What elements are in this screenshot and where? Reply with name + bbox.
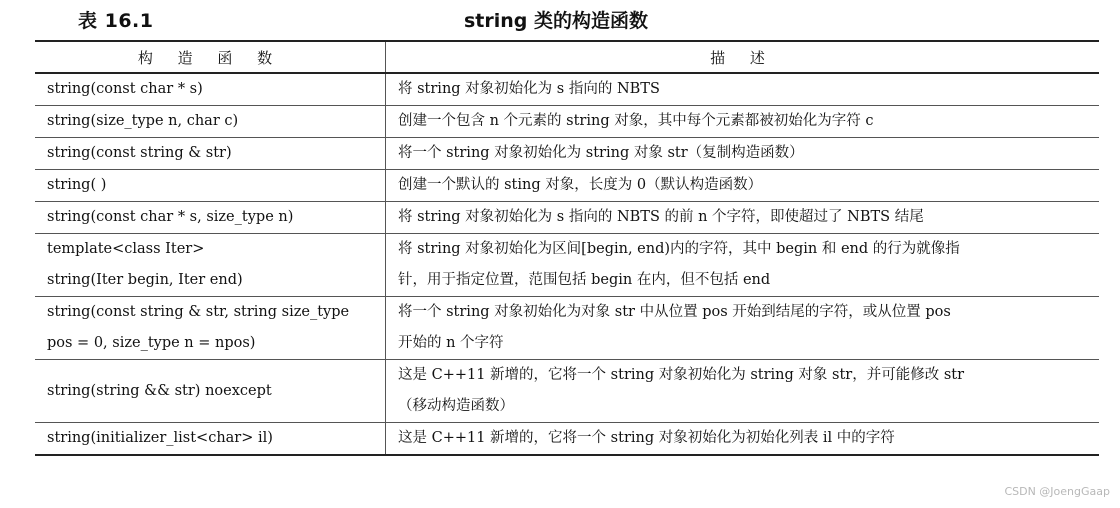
table-row: [35, 297, 1099, 360]
table-row: [35, 360, 1099, 423]
cell-line: pos = 0, size_type n = npos): [47, 335, 256, 351]
header-constructor: 构 造 函 数: [35, 41, 386, 73]
constructor-cell: [35, 423, 386, 456]
constructor-cell: [35, 170, 386, 202]
description-cell: [386, 202, 1100, 234]
cell-line: string(Iter begin, Iter end): [47, 272, 243, 288]
description-cell: [386, 106, 1100, 138]
description-cell: [386, 170, 1100, 202]
constructor-cell: [35, 234, 386, 297]
cell-line: string(size_type n, char c): [47, 113, 239, 129]
table-row: [35, 423, 1099, 456]
table-header-row: [35, 41, 1099, 73]
cell-line: 创建一个默认的 sting 对象，长度为 0（默认构造函数）: [398, 177, 763, 193]
cell-line: string( ): [47, 177, 107, 193]
cell-line: 将 string 对象初始化为 s 指向的 NBTS: [398, 81, 660, 97]
table-number: 表 16.1: [78, 10, 154, 32]
cell-line: string(const string & str, string size_type: [47, 304, 350, 320]
constructor-cell: [35, 106, 386, 138]
constructor-cell: [35, 202, 386, 234]
cell-line: string(const string & str): [47, 145, 232, 161]
table-row: [35, 106, 1099, 138]
cell-line: 针，用于指定位置，范围包括 begin 在内，但不包括 end: [398, 272, 771, 288]
description-cell: [386, 297, 1100, 360]
description-cell: [386, 138, 1100, 170]
table-caption: [0, 6, 1120, 34]
constructor-cell: [35, 138, 386, 170]
table-row: [35, 170, 1099, 202]
cell-line: 将一个 string 对象初始化为 string 对象 str（复制构造函数）: [398, 145, 804, 161]
cell-line: string(string && str) noexcept: [47, 382, 272, 399]
table-row: [35, 73, 1099, 106]
description-cell: [386, 234, 1100, 297]
cell-line: 这是 C++11 新增的，它将一个 string 对象初始化为 string 对象 str，并可能修改 str: [398, 367, 965, 383]
constructor-table: [35, 40, 1099, 456]
cell-line: 将 string 对象初始化为区间[begin, end)内的字符，其中 begin 和 end 的行为就像指: [398, 241, 960, 257]
cell-line: template<class Iter>: [47, 241, 205, 257]
watermark: CSDN @JoengGaap: [1004, 485, 1110, 498]
cell-line: string(const char * s, size_type n): [47, 209, 294, 225]
header-description: 描 述: [386, 41, 1100, 73]
constructor-cell: [35, 360, 386, 423]
description-cell: [386, 360, 1100, 423]
table-row: [35, 202, 1099, 234]
cell-line: 将 string 对象初始化为 s 指向的 NBTS 的前 n 个字符，即使超过了 NBTS 结尾: [398, 209, 924, 225]
description-cell: [386, 73, 1100, 106]
cell-line: 将一个 string 对象初始化为对象 str 中从位置 pos 开始到结尾的字符，或从位置 pos: [398, 304, 951, 320]
cell-line: string(initializer_list<char> il): [47, 430, 273, 446]
cell-line: 这是 C++11 新增的，它将一个 string 对象初始化为初始化列表 il 中的字符: [398, 430, 895, 446]
description-cell: [386, 423, 1100, 456]
constructor-cell: [35, 73, 386, 106]
cell-line: （移动构造函数）: [398, 398, 514, 414]
table-row: [35, 138, 1099, 170]
cell-line: string(const char * s): [47, 81, 203, 97]
table-title: string 类的构造函数: [464, 10, 649, 32]
cell-line: 开始的 n 个字符: [398, 335, 504, 351]
constructor-cell: [35, 297, 386, 360]
cell-line: 创建一个包含 n 个元素的 string 对象，其中每个元素都被初始化为字符 c: [398, 113, 874, 129]
table-row: [35, 234, 1099, 297]
